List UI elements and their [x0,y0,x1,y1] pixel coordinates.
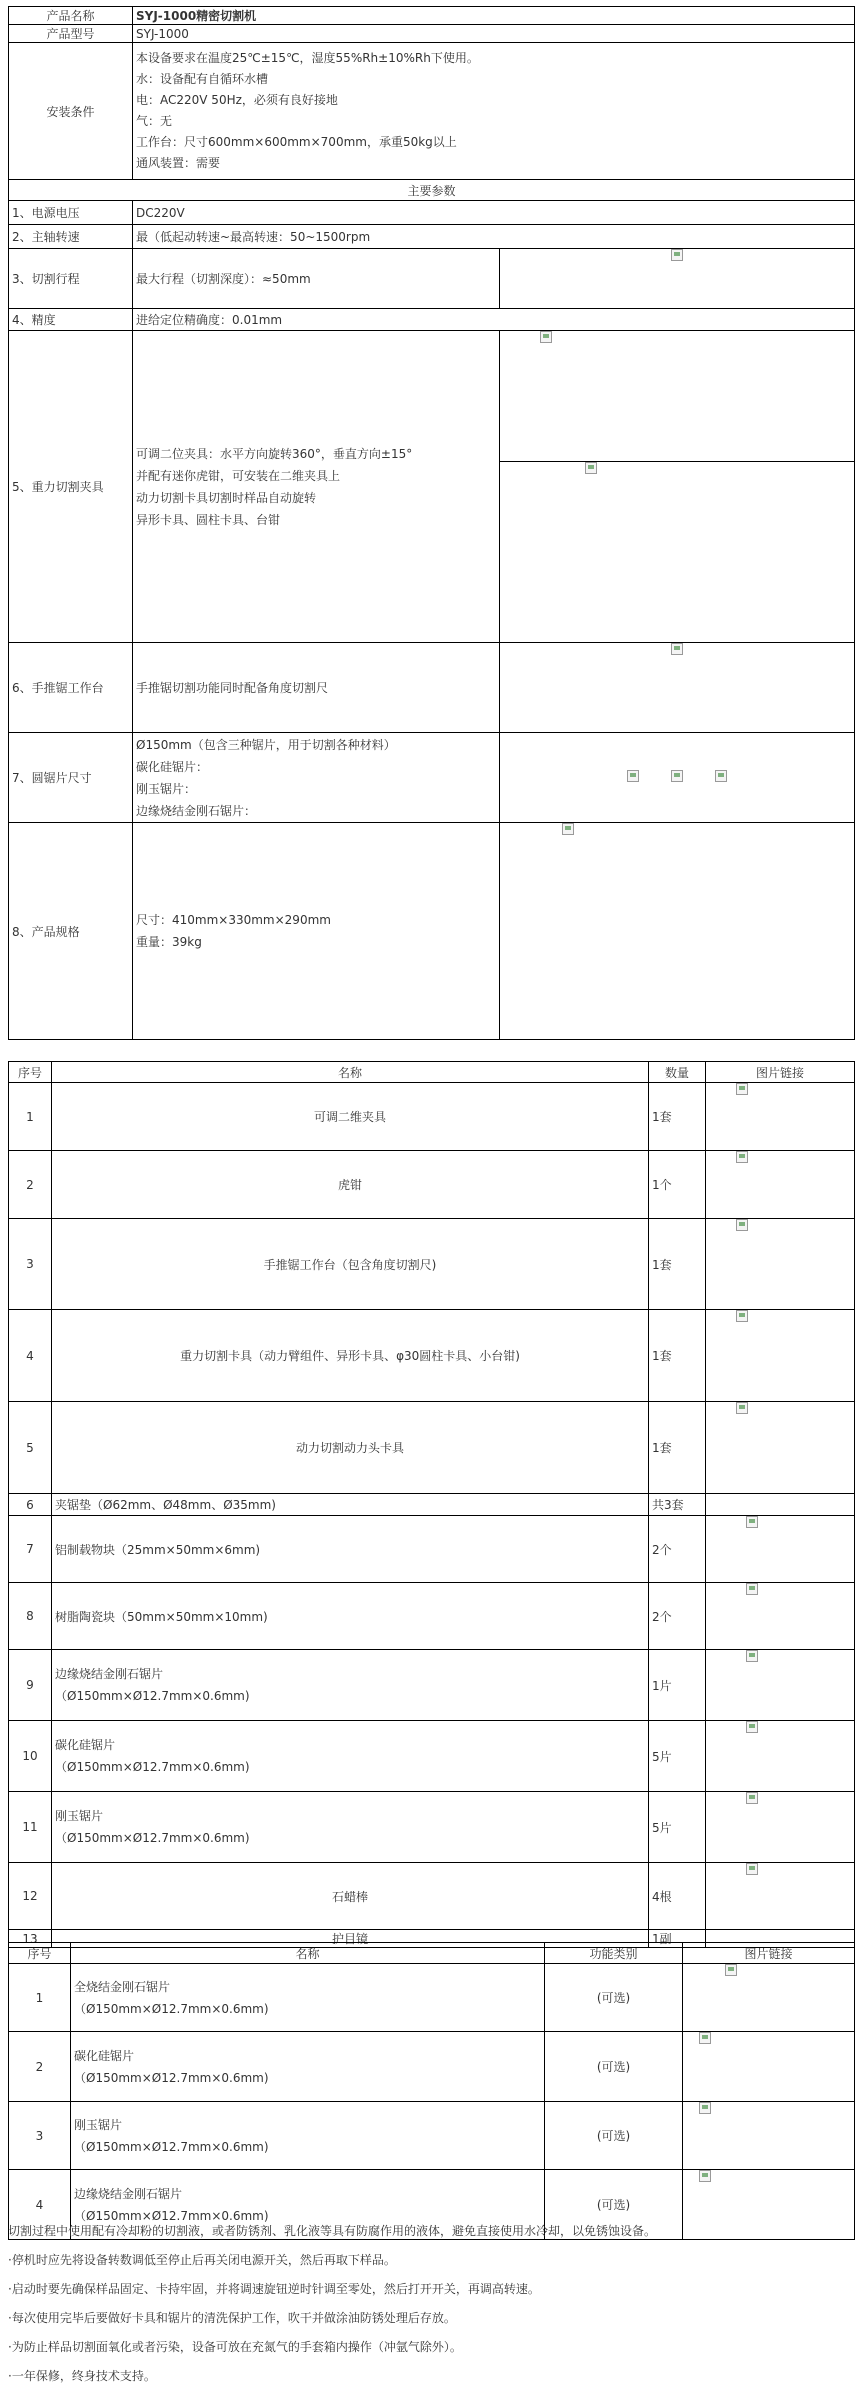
table-row [9,1650,855,1721]
row-name-main: 刚玉锯片 [74,2117,123,2132]
table-row [9,1516,855,1583]
row-no: 13 [9,1930,52,1948]
row-qty: 4根 [649,1863,706,1930]
param-image-cell [500,823,855,1040]
col-header: 名称 [71,1943,545,1964]
broken-image-icon[interactable] [746,1650,758,1662]
row-qty: 1套 [649,1219,706,1310]
row-image [683,1964,855,2032]
note-line: ·每次使用完毕后要做好卡具和锯片的清洗保护工作，吹干并做涂油防锈处理后存放。 [8,2311,456,2325]
param-line: 碳化硅锯片： [136,759,209,774]
row-name: 手推锯工作台（包含角度切割尺) [52,1219,649,1310]
optional-table [8,1942,855,2240]
param-image-cell [500,462,855,643]
row-image [706,1792,855,1863]
row-type: (可选) [545,2102,683,2170]
table-row [9,1402,855,1494]
broken-image-icon[interactable] [736,1083,748,1095]
row-name: 虎钳 [52,1151,649,1219]
row-name-spec: （Ø150mm×Ø12.7mm×0.6mm) [74,2139,269,2154]
param-line: 可调二位夹具：水平方向旋转360°，垂直方向±15° [136,446,413,461]
install-line: 水：设备配有自循环水槽 [136,72,269,86]
row-image [706,1402,855,1494]
row-no: 6 [9,1494,52,1516]
row-image [706,1494,855,1516]
row-no: 5 [9,1402,52,1494]
product-model-label: 产品型号 [9,25,133,43]
row-image [706,1583,855,1650]
row-qty: 5片 [649,1721,706,1792]
product-name-value: SYJ-1000精密切割机 [133,7,855,25]
row-name-spec: （Ø150mm×Ø12.7mm×0.6mm) [55,1689,250,1703]
main-params-title: 主要参数 [9,180,855,201]
spec-table [8,6,855,1040]
row-name [52,1650,649,1721]
row-name [71,2032,545,2102]
param-label: 5、重力切割夹具 [9,331,133,643]
note-line: ·一年保修，终身技术支持。 [8,2369,156,2383]
row-no: 8 [9,1583,52,1650]
param-line: Ø150mm（包含三种锯片，用于切割各种材料） [136,737,396,752]
broken-image-icon[interactable] [671,643,683,655]
param-value: 最（低起动转速~最高转速：50~1500rpm [133,225,855,249]
install-line: 气：无 [136,114,173,128]
col-header: 图片链接 [706,1062,855,1083]
param-line: 边缘烧结金刚石锯片： [136,803,257,818]
param-value [133,331,500,643]
broken-image-icon[interactable] [540,331,552,343]
param-label: 4、精度 [9,309,133,331]
row-name [52,1721,649,1792]
row-qty: 1片 [649,1650,706,1721]
param-line: 重量：39kg [136,935,202,949]
col-header: 序号 [9,1943,71,1964]
note-line: ·启动时要先确保样品固定、卡持牢固，并将调速旋钮逆时针调至零处，然后打开开关，再调高转速。 [8,2282,540,2296]
broken-image-icon[interactable] [671,770,683,782]
table-row [9,1151,855,1219]
param-line: 动力切割卡具切割时样品自动旋转 [136,490,317,505]
table-row [9,2032,855,2102]
col-header: 数量 [649,1062,706,1083]
row-name: 树脂陶瓷块（50mm×50mm×10mm) [52,1583,649,1650]
row-name: 重力切割卡具（动力臂组件、异形卡具、φ30圆柱卡具、小台钳) [52,1310,649,1402]
install-line: 电：AC220V 50Hz，必须有良好接地 [136,93,338,107]
row-name: 铝制载物块（25mm×50mm×6mm) [52,1516,649,1583]
row-name-spec: （Ø150mm×Ø12.7mm×0.6mm) [74,2001,269,2016]
row-name: 护目镜 [52,1930,649,1948]
row-name-main: 全烧结金刚石锯片 [74,1979,171,1994]
row-no: 4 [9,1310,52,1402]
param-line: 尺寸：410mm×330mm×290mm [136,913,331,927]
row-no: 3 [9,1219,52,1310]
note-line: 切割过程中使用配有冷却粉的切割液，或者防锈剂、乳化液等具有防腐作用的液体，避免直接使用水冷却，以免锈蚀设备。 [8,2224,657,2238]
product-name-label: 产品名称 [9,7,133,25]
col-header: 名称 [52,1062,649,1083]
table-row [9,1310,855,1402]
param-line: 刚玉锯片： [136,781,197,796]
row-no: 2 [9,1151,52,1219]
table-row [9,2102,855,2170]
row-name-main: 边缘烧结金刚石锯片 [74,2186,183,2201]
install-line: 通风装置：需要 [136,156,221,170]
broken-image-icon[interactable] [736,1402,748,1414]
row-no: 4 [9,2170,71,2240]
row-name [52,1792,649,1863]
note-line: ·为防止样品切割面氧化或者污染，设备可放在充氮气的手套箱内操作（冲氩气除外）。 [8,2340,462,2354]
row-type: (可选) [545,1964,683,2032]
accessories-table [8,1061,855,1948]
row-image [706,1151,855,1219]
row-name-spec: （Ø150mm×Ø12.7mm×0.6mm) [74,2070,269,2085]
broken-image-icon[interactable] [746,1863,758,1875]
broken-image-icon[interactable] [627,770,639,782]
row-image [706,1083,855,1151]
row-image [683,2102,855,2170]
broken-image-icon[interactable] [699,2102,711,2114]
row-name-main: 碳化硅锯片 [55,1738,116,1752]
param-label: 7、圆锯片尺寸 [9,733,133,823]
param-image-cell [500,643,855,733]
broken-image-icon[interactable] [736,1310,748,1322]
row-no: 11 [9,1792,52,1863]
broken-image-icon[interactable] [746,1721,758,1733]
row-name-spec: （Ø150mm×Ø12.7mm×0.6mm) [55,1760,250,1774]
param-label: 8、产品规格 [9,823,133,1040]
row-qty: 2个 [649,1516,706,1583]
col-header: 图片链接 [683,1943,855,1964]
broken-image-icon[interactable] [671,249,683,261]
broken-image-icon[interactable] [585,462,597,474]
row-qty: 1副 [649,1930,706,1948]
table-row [9,1792,855,1863]
param-line: 异形卡具、圆柱卡具、台钳 [136,512,281,527]
broken-image-icon[interactable] [746,1583,758,1595]
table-row [9,1721,855,1792]
row-name [71,1964,545,2032]
row-no: 1 [9,1964,71,2032]
row-no: 10 [9,1721,52,1792]
param-label: 3、切割行程 [9,249,133,309]
row-name: 夹锯垫（Ø62mm、Ø48mm、Ø35mm) [52,1494,649,1516]
row-name-main: 刚玉锯片 [55,1809,104,1823]
row-name-main: 边缘烧结金刚石锯片 [55,1667,164,1681]
param-value [133,823,500,1040]
table-row [9,1083,855,1151]
row-name-main: 碳化硅锯片 [74,2048,135,2063]
row-image [706,1650,855,1721]
row-image [706,1516,855,1583]
install-line: 本设备要求在温度25℃±15℃，湿度55%Rh±10%Rh下使用。 [136,51,479,65]
broken-image-icon[interactable] [699,2170,711,2182]
row-name-spec: （Ø150mm×Ø12.7mm×0.6mm) [74,2208,269,2223]
table-row [9,1219,855,1310]
row-qty: 1套 [649,1402,706,1494]
param-label: 2、主轴转速 [9,225,133,249]
param-label: 6、手推锯工作台 [9,643,133,733]
row-no: 7 [9,1516,52,1583]
row-qty: 5片 [649,1792,706,1863]
install-label: 安装条件 [9,43,133,180]
broken-image-icon[interactable] [725,1964,737,1976]
row-name-spec: （Ø150mm×Ø12.7mm×0.6mm) [55,1831,250,1845]
row-qty: 1套 [649,1083,706,1151]
param-line: 并配有迷你虎钳，可安装在二维夹具上 [136,468,341,483]
row-type: (可选) [545,2170,683,2240]
broken-image-icon[interactable] [562,823,574,835]
broken-image-icon[interactable] [736,1219,748,1231]
param-value: 进给定位精确度：0.01mm [133,309,855,331]
row-name [71,2102,545,2170]
table-row [9,1494,855,1516]
row-no: 2 [9,2032,71,2102]
param-label: 1、电源电压 [9,201,133,225]
row-qty: 共3套 [649,1494,706,1516]
row-no: 1 [9,1083,52,1151]
usage-notes [8,2217,854,2391]
table-row [9,1964,855,2032]
col-header: 功能类别 [545,1943,683,1964]
row-qty: 1个 [649,1151,706,1219]
param-value: 手推锯切割功能同时配备角度切割尺 [133,643,500,733]
install-line: 工作台：尺寸600mm×600mm×700mm，承重50kg以上 [136,135,457,149]
row-image [706,1721,855,1792]
row-qty: 2个 [649,1583,706,1650]
row-name: 动力切割动力头卡具 [52,1402,649,1494]
param-value: 最大行程（切割深度）：≈50mm [133,249,500,309]
row-name: 可调二维夹具 [52,1083,649,1151]
row-no: 9 [9,1650,52,1721]
product-model-value: SYJ-1000 [133,25,855,43]
install-conditions [133,43,855,180]
param-value: DC220V [133,201,855,225]
row-image [706,1219,855,1310]
table-row [9,1863,855,1930]
row-image [706,1863,855,1930]
row-image [683,2032,855,2102]
row-qty: 1套 [649,1310,706,1402]
broken-image-icon[interactable] [736,1151,748,1163]
broken-image-icon[interactable] [715,770,727,782]
note-line: ·停机时应先将设备转数调低至停止后再关闭电源开关，然后再取下样品。 [8,2253,396,2267]
param-value [133,733,500,823]
broken-image-icon[interactable] [746,1792,758,1804]
row-type: (可选) [545,2032,683,2102]
row-name: 石蜡棒 [52,1863,649,1930]
row-no: 12 [9,1863,52,1930]
col-header: 序号 [9,1062,52,1083]
param-image-cell [500,249,855,309]
broken-image-icon[interactable] [699,2032,711,2044]
param-image-cell [500,733,855,823]
param-image-cell [500,331,855,462]
row-no: 3 [9,2102,71,2170]
table-row [9,1583,855,1650]
broken-image-icon[interactable] [746,1516,758,1528]
row-image [706,1310,855,1402]
